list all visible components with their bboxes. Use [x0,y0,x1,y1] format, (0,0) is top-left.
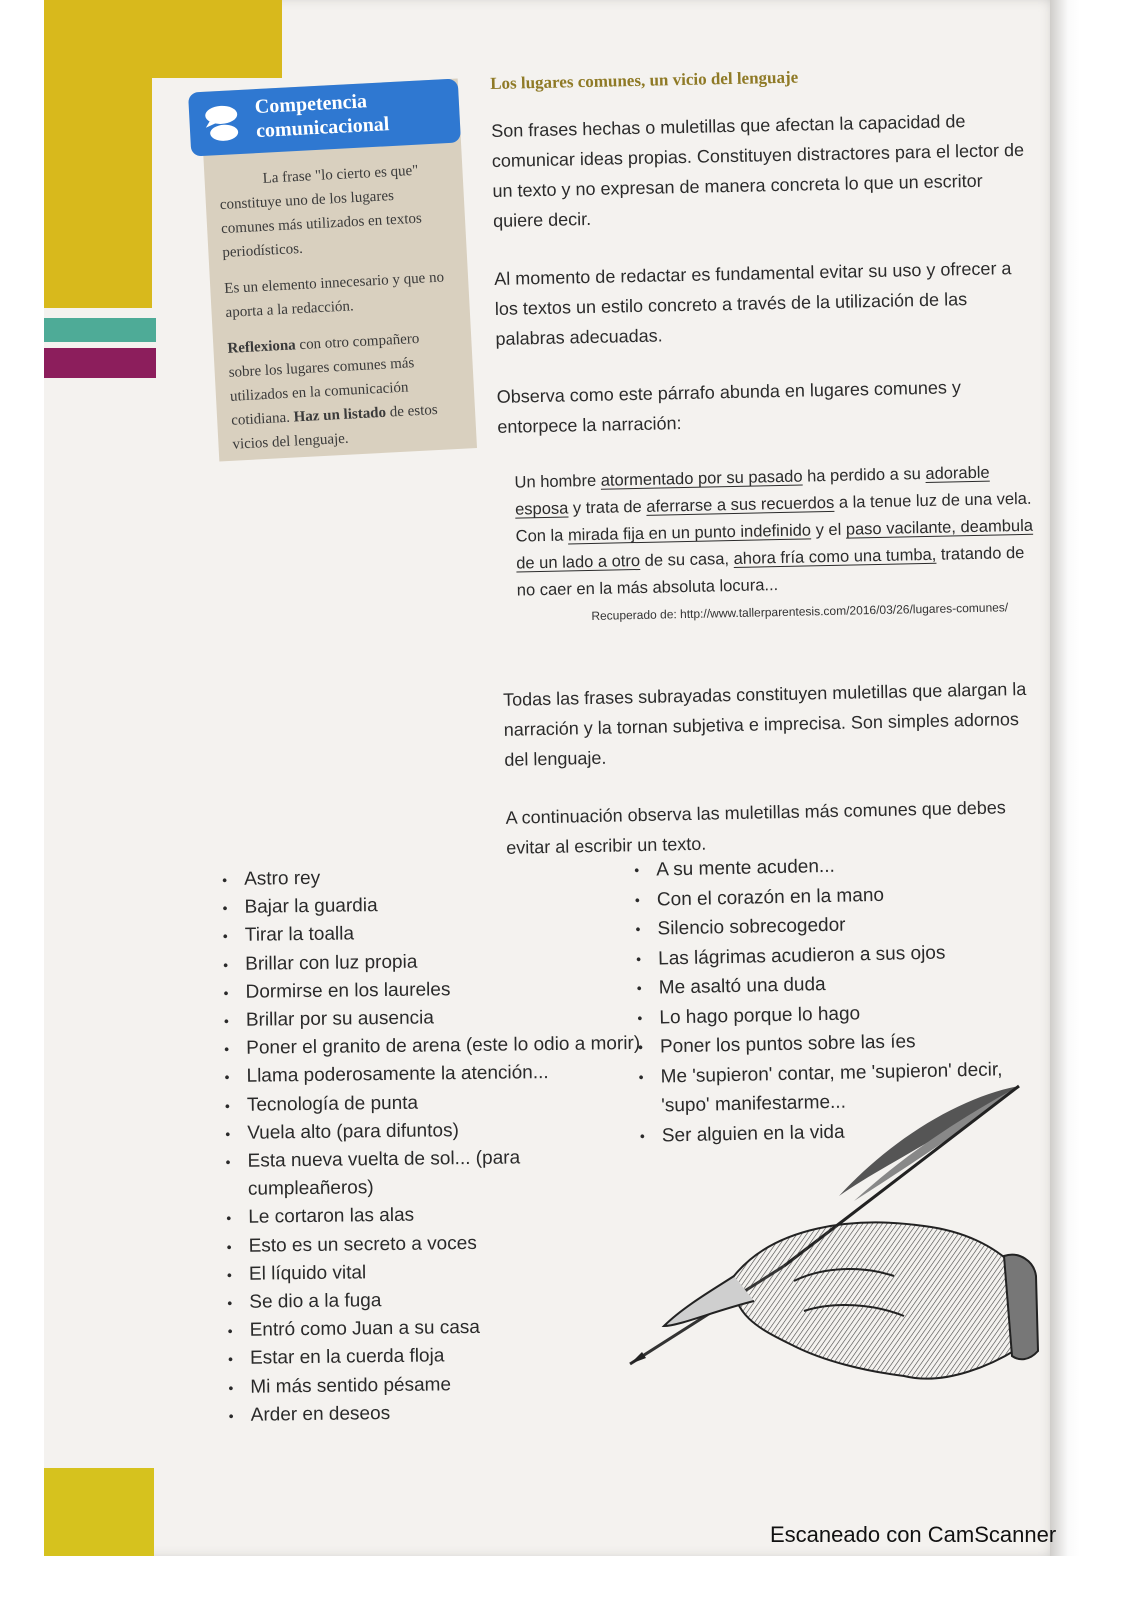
speech-bubbles-icon [201,100,247,146]
list-item: • Le cortaron las alas [226,1199,646,1232]
list-item: • Me 'supieron' contar, me 'supieron' decir, 'supo' manifestarme... [638,1054,1039,1121]
page-edge-shadow [1050,0,1080,1556]
list-item: • Esto es un secreto a voces [226,1227,646,1260]
competencia-paragraph-3: Reflexiona con otro compañero sobre los lugares comunes más utilizados en la comunicación cotidiana. Haz un listado de estos vicios del lenguaje. [227,330,439,453]
paragraph-intro: Son frases hechas o muletillas que afectan la capacidad de comunicar ideas propias. Constituyen distractores para el lector de un texto y no expresan de manera concreta lo que un escritor quiere decir. [490,111,1025,231]
competencia-header [188,78,461,156]
list-item: • Astro rey [222,861,642,894]
competencia-body [218,157,459,468]
list-item: • Me asaltó una duda [636,966,1037,1004]
decorative-magenta-stripe [44,348,156,378]
list-item: • Brillar por su ausencia [224,1002,644,1035]
hand-writing-quill-illustration [624,1076,1044,1416]
paragraph-observa: Observa como este párrafo abunda en lugares comunes y entorpece la narración: [496,377,962,437]
decorative-teal-stripe [44,318,156,342]
list-item: • Poner los puntos sobre las íes [638,1025,1039,1063]
scanner-watermark: Escaneado con CamScanner [770,1522,1057,1547]
list-item: • Las lágrimas acudieron a sus ojos [636,936,1037,974]
list-item: • Silencio sobrecogedor [635,907,1036,945]
list-item: • Esta nueva vuelta de sol... (para cumpleañeros) [225,1143,646,1205]
source-citation: Recuperado de: http://www.tallerparentesis.com/2016/03/26/lugares-comunes/ [591,600,1009,623]
list-item: • A su mente acuden... [634,848,1035,886]
paragraph-continuacion: A continuación observa las muletillas más comunes que debes evitar al escribir un texto. [505,797,1006,858]
decorative-yellow-block-bottom [44,1468,154,1556]
muletillas-list-left [222,861,649,1430]
list-item: • Poner el granito de arena (este lo odio a morir) [224,1030,644,1063]
list-item: • Arder en deseos [229,1397,649,1430]
list-item: • El líquido vital [227,1256,647,1289]
list-item: • Se dio a la fuga [227,1284,647,1317]
list-item: • Llama poderosamente la atención... [224,1058,644,1091]
paragraph-redactar: Al momento de redactar es fundamental evitar su uso y ofrecer a los textos un estilo concreto a través de la utilización de las palabras adecuadas. [494,258,1012,349]
competencia-box [200,78,477,461]
list-item: • Entró como Juan a su casa [228,1312,648,1345]
list-item: • Mi más sentido pésame [228,1368,648,1401]
list-item: • Ser alguien en la vida [640,1113,1041,1151]
main-column [490,63,1049,891]
example-quote: Un hombre atormentado por su pasado ha perdido a su adorable esposa y trata de aferrarse a sus recuerdos a la tenue luz de una vela. Con la mirada fija en un punto indefinido y el paso vacilante, deambula de un lado a otro de su casa, ahora fría como una tumba, tratando de no caer en la más absoluta locura... [514,463,1034,600]
list-item: • Lo hago porque lo hago [637,995,1038,1033]
paragraph-subrayadas: Todas las frases subrayadas constituyen muletillas que alargan la narración y la tornan subjetiva e imprecisa. Son simples adornos del lenguaje. [502,678,1027,770]
competencia-paragraph-1: La frase "lo cierto es que" constituye uno de los lugares comunes más utilizados en textos periodísticos. [219,162,423,262]
list-item: • Con el corazón en la mano [635,877,1036,915]
list-item: • Vuela alto (para difuntos) [225,1115,645,1148]
list-item: • Bajar la guardia [222,889,642,922]
list-item: • Tirar la toalla [223,917,643,950]
competencia-title: Competencia comunicacional [254,90,390,143]
section-title: Los lugares comunes, un vicio del lenguaje [490,67,799,93]
list-item: • Tecnología de punta [225,1086,645,1119]
list-item: • Brillar con luz propia [223,945,643,978]
competencia-paragraph-2: Es un elemento innecesario y que no aporta a la redacción. [223,269,445,321]
list-item: • Estar en la cuerda floja [228,1340,648,1373]
list-item: • Dormirse en los laureles [223,974,643,1007]
